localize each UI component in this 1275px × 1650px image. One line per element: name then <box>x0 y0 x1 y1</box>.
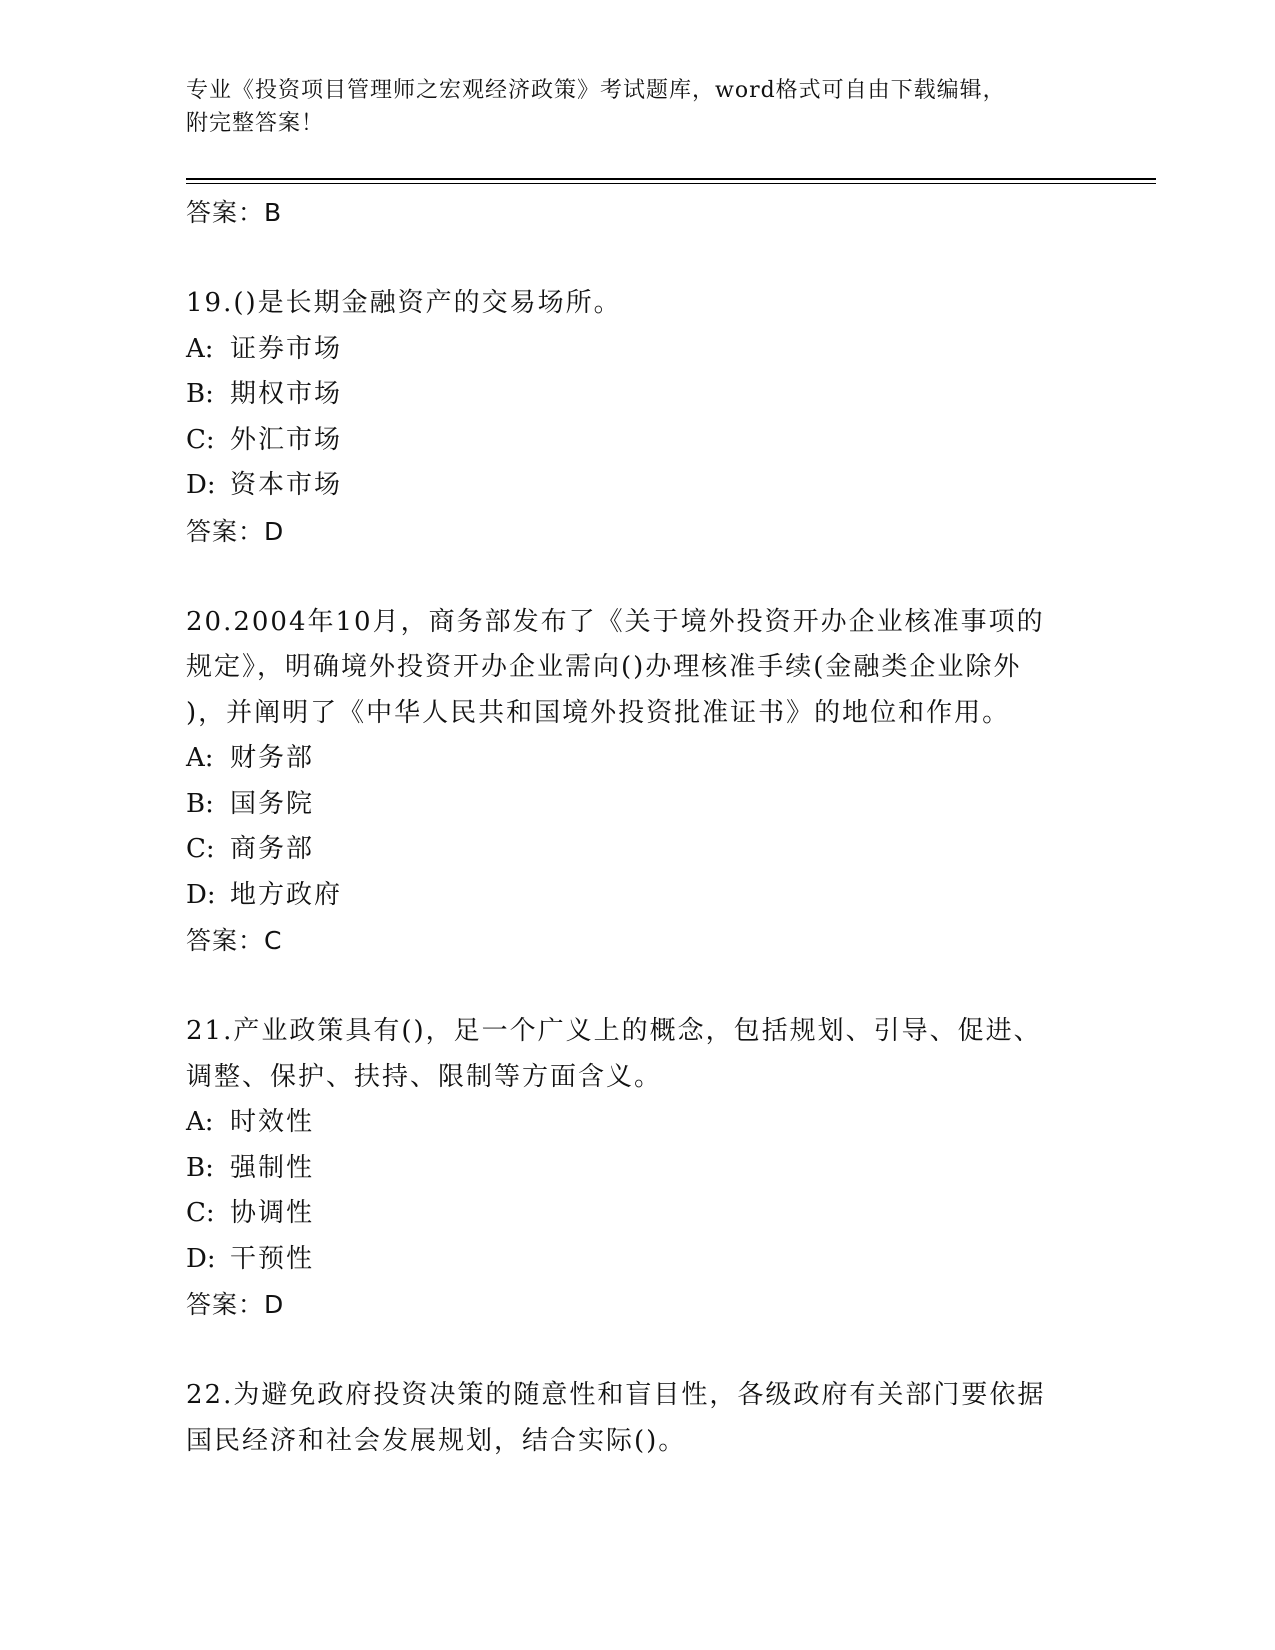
header-line-1: 专业《投资项目管理师之宏观经济政策》考试题库，word格式可自由下载编辑， <box>186 78 1006 103</box>
question-stem: 19.()是长期金融资产的交易场所。 <box>186 288 622 318</box>
question-stem-line-2: 调整、保护、扶持、限制等方面含义。 <box>186 1061 663 1092</box>
question-stem-line-1: 22.为避免政府投资决策的随意性和盲目性，各级政府有关部门要依据 <box>186 1380 1046 1410</box>
answer-label: 答案：D <box>186 1290 285 1319</box>
answer-label: 答案：C <box>186 926 283 955</box>
previous-answer: 答案：B <box>186 198 283 227</box>
answer-label: 答案：D <box>186 516 285 546</box>
header-divider-thin <box>186 183 1156 184</box>
option-a: A: 证券市场 <box>186 333 343 364</box>
question-19 <box>186 281 1086 554</box>
question-21 <box>186 1009 1086 1327</box>
question-stem-line-1: 20.2004年10月，商务部发布了《关于境外投资开办企业核准事项的 <box>186 606 1045 637</box>
option-c: C: 协调性 <box>186 1198 315 1228</box>
option-b: B: 强制性 <box>186 1152 315 1183</box>
option-c: C: 外汇市场 <box>186 424 343 455</box>
question-list <box>186 190 1086 1464</box>
question-stem-line-2: 规定》，明确境外投资开办企业需向()办理核准手续(金融类企业除外 <box>186 652 1022 682</box>
question-22 <box>186 1373 1086 1464</box>
option-c: C: 商务部 <box>186 834 315 864</box>
document-header <box>186 74 1066 140</box>
option-a: A: 时效性 <box>186 1107 315 1137</box>
question-stem-line-3: )，并阐明了《中华人民共和国境外投资批准证书》的地位和作用。 <box>186 697 1011 728</box>
question-stem-line-2: 国民经济和社会发展规划，结合实际()。 <box>186 1425 687 1456</box>
header-divider <box>186 178 1156 180</box>
option-b: B: 国务院 <box>186 788 315 819</box>
option-a: A: 财务部 <box>186 743 315 773</box>
question-stem-line-1: 21.产业政策具有()，足一个广义上的概念，包括规划、引导、促进、 <box>186 1016 1042 1046</box>
question-20 <box>186 600 1086 964</box>
option-d: D: 资本市场 <box>186 470 343 500</box>
header-line-2: 附完整答案！ <box>186 111 325 136</box>
option-b: B: 期权市场 <box>186 379 343 409</box>
option-d: D: 地方政府 <box>186 879 343 910</box>
option-d: D: 干预性 <box>186 1243 315 1274</box>
